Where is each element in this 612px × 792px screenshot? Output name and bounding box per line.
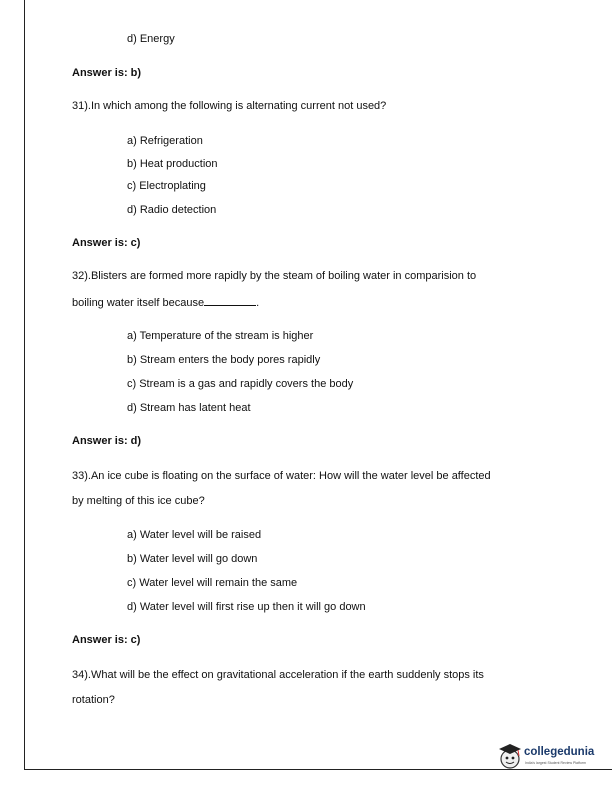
answer-blank bbox=[204, 295, 256, 306]
q31-option-d: d) Radio detection bbox=[127, 204, 217, 216]
option-energy: d) Energy bbox=[127, 33, 175, 45]
page-left-border bbox=[24, 0, 25, 770]
answer-33: Answer is: c) bbox=[72, 634, 141, 646]
q32-option-b: b) Stream enters the body pores rapidly bbox=[127, 354, 321, 366]
answer-32: Answer is: d) bbox=[72, 435, 142, 447]
q32-option-d: d) Stream has latent heat bbox=[127, 402, 251, 414]
question-31: 31).In which among the following is alternating current not used? bbox=[72, 100, 387, 112]
question-33-line1: 33).An ice cube is floating on the surface of water: How will the water level be affected bbox=[72, 470, 491, 482]
question-32-line2-text: boiling water itself because bbox=[72, 297, 205, 309]
question-32-line2 bbox=[72, 295, 259, 310]
q33-option-c: c) Water level will remain the same bbox=[127, 577, 298, 589]
question-34-line1: 34).What will be the effect on gravitational acceleration if the earth suddenly stops its bbox=[72, 669, 484, 681]
question-32-line1: 32).Blisters are formed more rapidly by the steam of boiling water in comparision to bbox=[72, 270, 477, 282]
question-32-line2-end: . bbox=[256, 297, 260, 309]
q31-option-a: a) Refrigeration bbox=[127, 135, 203, 147]
q31-option-c: c) Electroplating bbox=[127, 180, 206, 192]
q32-option-a: a) Temperature of the stream is higher bbox=[127, 330, 314, 342]
q33-option-b: b) Water level will go down bbox=[127, 553, 258, 565]
q31-option-b: b) Heat production bbox=[127, 158, 218, 170]
logo-name: collegedunia bbox=[524, 746, 595, 758]
graduation-cap-icon bbox=[497, 742, 523, 772]
collegedunia-logo bbox=[497, 742, 612, 772]
answer-31: Answer is: c) bbox=[72, 237, 141, 249]
q33-option-a: a) Water level will be raised bbox=[127, 529, 262, 541]
q33-option-d: d) Water level will first rise up then it will go down bbox=[127, 601, 366, 613]
q32-option-c: c) Stream is a gas and rapidly covers the body bbox=[127, 378, 354, 390]
logo-tagline: India's largest Student Review Platform bbox=[525, 761, 586, 765]
question-34-line2: rotation? bbox=[72, 694, 115, 706]
answer-30: Answer is: b) bbox=[72, 67, 142, 79]
question-33-line2: by melting of this ice cube? bbox=[72, 495, 205, 507]
